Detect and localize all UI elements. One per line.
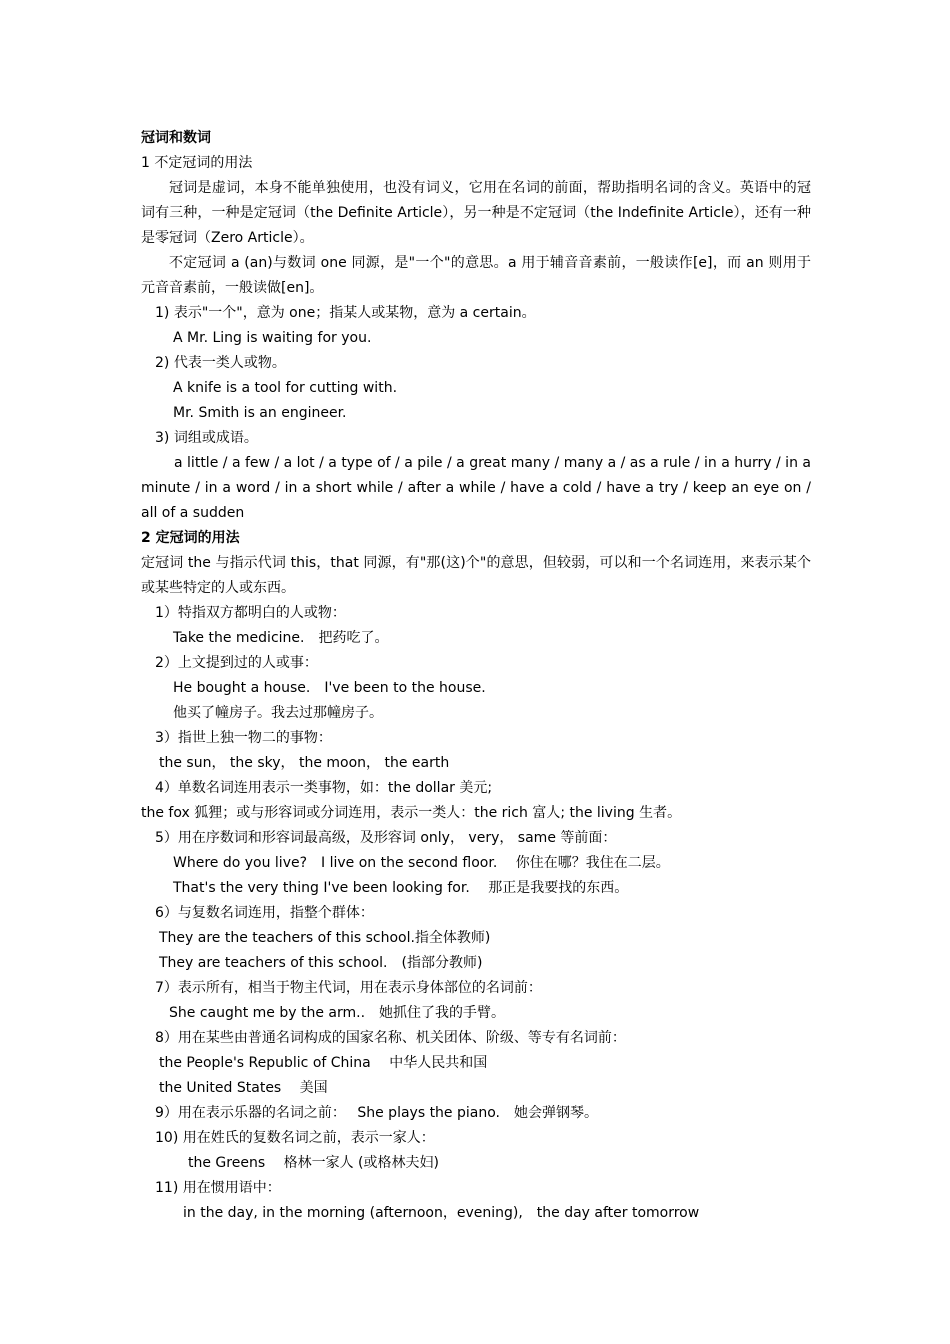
usage-item-8: 8）用在某些由普通名词构成的国家名称、机关团体、阶级、等专有名词前：	[155, 1030, 626, 1046]
section-heading-definite-article: 2 定冠词的用法	[141, 530, 240, 546]
example-sentence: the Greens 格林一家人 (或格林夫妇)	[188, 1155, 439, 1171]
usage-item-4-continuation: the fox 狐狸；或与形容词或分词连用，表示一类人：the rich 富人; the living 生者。	[141, 805, 682, 821]
usage-item-11: 11) 用在惯用语中：	[155, 1180, 281, 1196]
example-sentence: A Mr. Ling is waiting for you.	[173, 330, 372, 346]
usage-item-3: 3) 词组或成语。	[155, 430, 258, 446]
usage-item-6: 6）与复数名词连用，指整个群体：	[155, 905, 374, 921]
usage-item-1: 1）特指双方都明白的人或物：	[155, 605, 346, 621]
example-sentence: She caught me by the arm.. 她抓住了我的手臂。	[169, 1005, 506, 1021]
document-title: 冠词和数词	[141, 130, 211, 146]
example-sentence: Take the medicine. 把药吃了。	[173, 630, 389, 646]
usage-item-2: 2) 代表一类人或物。	[155, 355, 286, 371]
example-sentence: Where do you live? I live on the second floor. 你住在哪？我住在二层。	[173, 855, 670, 871]
example-sentence: They are teachers of this school. (指部分教师)	[159, 955, 483, 971]
usage-item-7: 7）表示所有，相当于物主代词，用在表示身体部位的名词前：	[155, 980, 542, 996]
example-sentence: They are the teachers of this school.指全体教师)	[159, 930, 491, 946]
usage-item-3: 3）指世上独一物二的事物：	[155, 730, 332, 746]
usage-item-9: 9）用在表示乐器的名词之前： She plays the piano. 她会弹钢琴。	[155, 1105, 598, 1121]
usage-item-2: 2）上文提到过的人或事：	[155, 655, 318, 671]
example-translation: 他买了幢房子。我去过那幢房子。	[173, 705, 383, 721]
paragraph: 不定冠词 a (an)与数词 one 同源，是"一个"的意思。a 用于辅音音素前，一般读作[e]，而 an 则用于元音音素前，一般读做[en]。	[141, 255, 811, 296]
example-sentence: A knife is a tool for cutting with.	[173, 380, 398, 396]
example-sentence: That's the very thing I've been looking for. 那正是我要找的东西。	[173, 880, 629, 896]
usage-item-1: 1) 表示"一个"，意为 one；指某人或某物，意为 a certain。	[155, 305, 536, 321]
example-sentence: the People's Republic of China 中华人民共和国	[159, 1055, 488, 1071]
example-sentence: the sun， the sky， the moon， the earth	[159, 755, 450, 771]
usage-item-5: 5）用在序数词和形容词最高级，及形容词 only， very， same 等前面：	[155, 830, 617, 846]
phrase-list: a little / a few / a lot / a type of / a pile / a great many / many a / as a rule / in a hurry / in a minute / in a word / in a short while / after a while / have a cold / have a try / keep an eye on / all of a sudden	[141, 455, 811, 521]
document-page	[141, 126, 811, 1226]
paragraph: 冠词是虚词，本身不能单独使用，也没有词义，它用在名词的前面，帮助指明名词的含义。英语中的冠词有三种，一种是定冠词（the Definite Article），另一种是不定冠词（the Indefinite Article），还有一种是零冠词（Zero Article）。	[141, 180, 811, 246]
paragraph: 定冠词 the 与指示代词 this，that 同源，有"那(这)个"的意思，但较弱，可以和一个名词连用，来表示某个或某些特定的人或东西。	[141, 555, 811, 596]
example-sentence: in the day, in the morning (afternoon，evening), the day after tomorrow	[183, 1205, 700, 1221]
section-heading-indefinite-article: 1 不定冠词的用法	[141, 155, 253, 171]
example-sentence: the United States 美国	[159, 1080, 328, 1096]
example-sentence: Mr. Smith is an engineer.	[173, 405, 347, 421]
usage-item-10: 10) 用在姓氏的复数名词之前，表示一家人：	[155, 1130, 435, 1146]
usage-item-4: 4）单数名词连用表示一类事物，如：the dollar 美元;	[155, 780, 493, 796]
example-sentence: He bought a house. I've been to the house.	[173, 680, 486, 696]
